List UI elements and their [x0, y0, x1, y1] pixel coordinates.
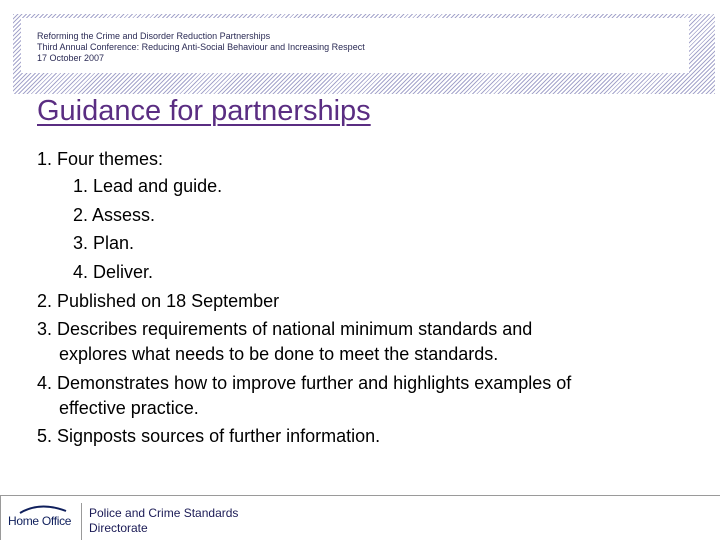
footer-left-rule [0, 495, 1, 540]
logo-wordmark: Home Office [8, 514, 72, 528]
list-item: 2. Published on 18 September [37, 291, 280, 311]
list-item: effective practice. [59, 398, 199, 418]
footer-divider-rule [0, 495, 720, 496]
list-item: 1. Lead and guide. [73, 176, 223, 196]
list-item: explores what needs to be done to meet the standards. [59, 344, 499, 364]
list-item: 4. Demonstrates how to improve further and highlights examples of [37, 373, 572, 393]
list-item: 1. Four themes: [37, 149, 164, 169]
footer-vertical-divider [81, 503, 82, 540]
list-item: 3. Describes requirements of national minimum standards and [37, 319, 533, 339]
list-item: 4. Deliver. [73, 262, 154, 282]
slide-title: Guidance for partnerships [37, 95, 371, 127]
conference-date-line: 17 October 2007 [37, 53, 105, 63]
conference-title-line: Reforming the Crime and Disorder Reduction Partnerships [37, 31, 271, 41]
list-item: 3. Plan. [73, 233, 135, 253]
directorate-name-line1: Police and Crime Standards [89, 506, 239, 520]
list-item: 5. Signposts sources of further information. [37, 426, 381, 446]
directorate-name-line2: Directorate [89, 521, 148, 535]
list-item: 2. Assess. [73, 205, 156, 225]
conference-subtitle-line: Third Annual Conference: Reducing Anti-Social Behaviour and Increasing Respect [37, 42, 365, 52]
